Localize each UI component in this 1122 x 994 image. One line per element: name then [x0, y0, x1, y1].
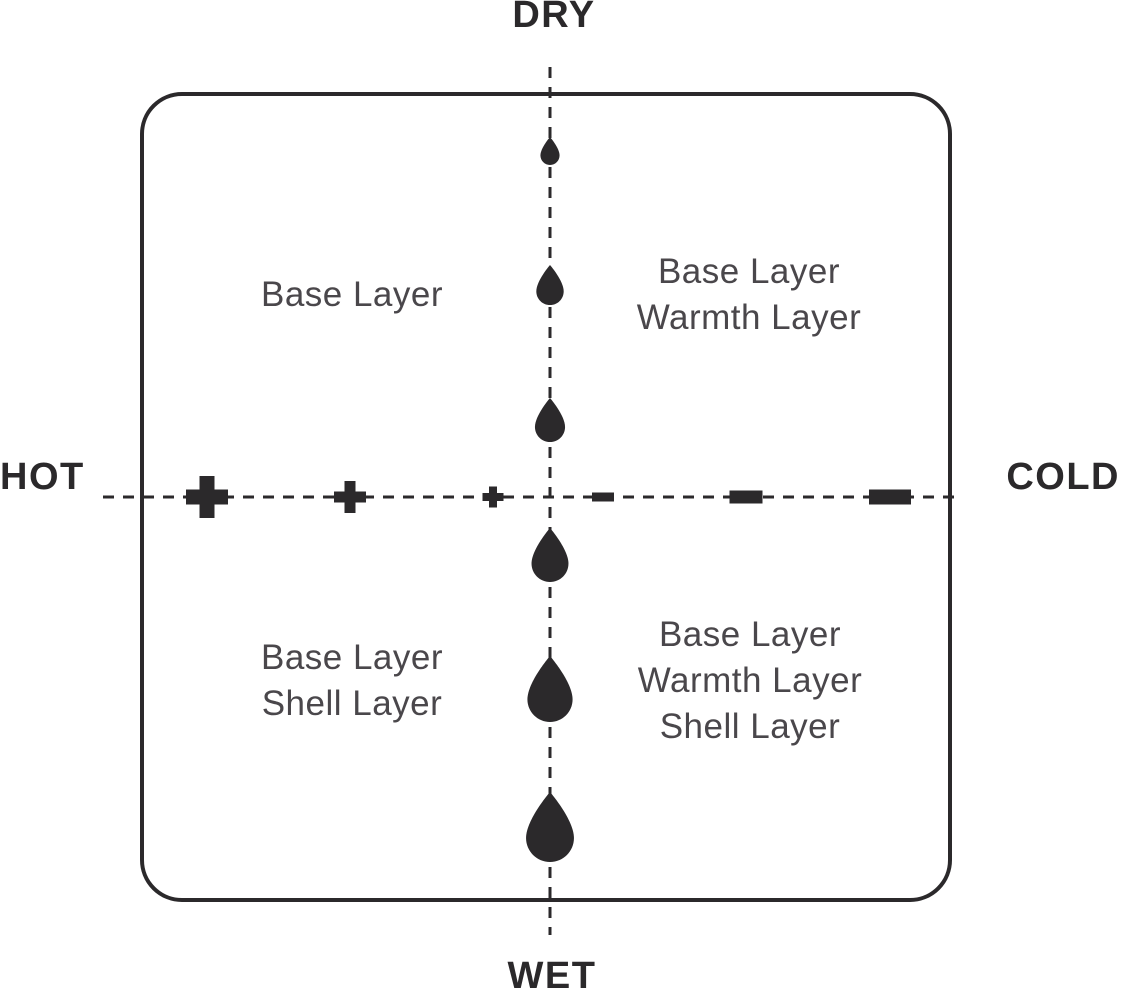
water-droplet-icon — [526, 792, 574, 862]
axis-label-hot: HOT — [0, 456, 85, 498]
quadrant-label-bottom-left — [261, 635, 443, 727]
plus-icon — [334, 481, 366, 513]
minus-icon — [869, 490, 911, 505]
water-droplet-icon — [540, 137, 559, 165]
quadrant-line: Base Layer — [657, 252, 841, 291]
quadrant-label-bottom-right — [638, 612, 862, 750]
minus-icon — [592, 493, 614, 502]
water-droplet-icon — [536, 265, 563, 305]
water-droplet-icon — [535, 398, 565, 442]
quadrant-line: Shell Layer — [261, 684, 443, 723]
quadrant-line: Base Layer — [260, 638, 444, 677]
axis-label-cold: COLD — [1006, 456, 1120, 498]
quadrant-line: Base Layer — [658, 615, 842, 654]
quadrant-line: Warmth Layer — [636, 298, 862, 337]
water-droplet-icon — [527, 656, 572, 722]
axis-label-wet: WET — [507, 955, 597, 994]
quadrant-line: Warmth Layer — [637, 661, 863, 700]
minus-icon — [730, 491, 763, 504]
quadrant-line: Shell Layer — [659, 707, 841, 746]
plus-icon — [483, 487, 504, 508]
quadrant-label-top-left — [261, 272, 443, 318]
water-droplet-icon — [532, 528, 569, 582]
quadrant-line: Base Layer — [260, 275, 444, 314]
axis-label-dry: DRY — [512, 0, 596, 36]
plus-icon — [186, 476, 228, 518]
quadrant-label-top-right — [637, 249, 861, 341]
